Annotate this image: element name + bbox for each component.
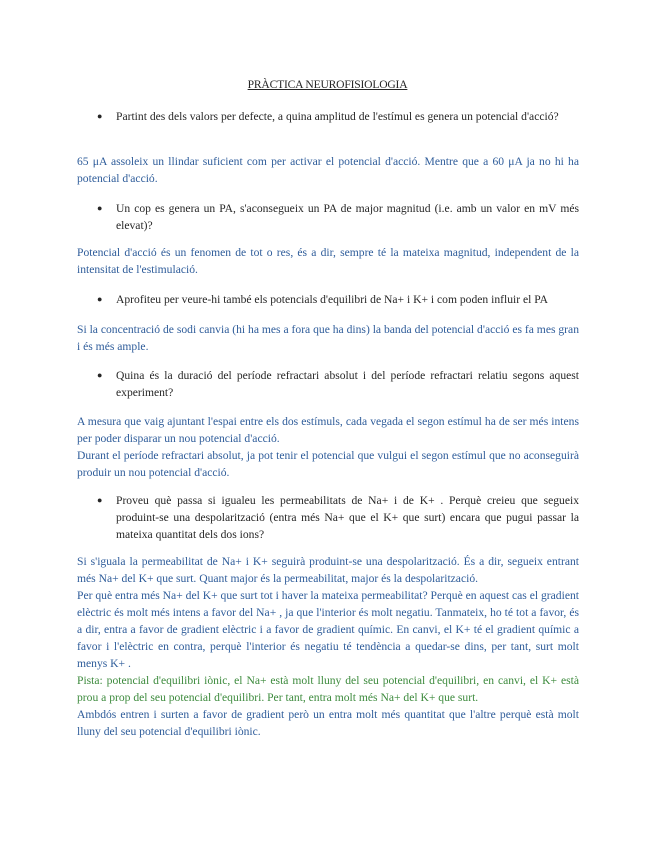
question-text: Aprofiteu per veure-hi també els potencials d'equilibri de Na+ i K+ i com poden influir el PA (116, 293, 549, 306)
bullet-icon: ● (97, 294, 103, 304)
question-3 (97, 291, 579, 308)
question-text: Un cop es genera un PA, s'aconsegueix un PA de major magnitud (i.e. amb un valor en mV més elevat)? (116, 202, 579, 232)
bullet-icon: ● (97, 111, 103, 121)
question-text: Proveu què passa si igualeu les permeabilitats de Na+ i de K+ . Perquè creieu que segueix produint-se una despolarització (entra més Na+ que el K+ que surt) encara que pugui passar la mateixa quantitat dels dos ions? (116, 494, 579, 541)
hint-paragraph: Pista: potencial d'equilibri iònic, el Na+ està molt lluny del seu potencial d'equilibri, en canvi, el K+ està prou a prop del seu potencial d'equilibri. Per tant, entra molt més Na+ del K+ que surt. (77, 674, 579, 704)
answer-paragraph: Per què entra més Na+ del K+ que surt tot i haver la mateixa permeabilitat? Perquè en aquest cas el gradient elèctric és molt més intens a favor del Na+ , ja que l'interior és molt negatiu. Tanmateix, ho té tot a favor, és a dir, entra a favor de gradient elèctric i a favor de gradient químic. En canvi, el K+ té el gradient químic a favor i l'elèctric en contra, perquè l'interior és negatiu té tendència a quedar-se dins, per tant, surt molt menys K+ . (77, 589, 579, 670)
question-text: Quina és la duració del període refractari absolut i del període refractari relatiu segons aquest experiment? (116, 369, 579, 399)
question-text: Partint des dels valors per defecte, a quina amplitud de l'estímul es genera un potencial d'acció? (116, 110, 559, 123)
answer-paragraph: Si la concentració de sodi canvia (hi ha mes a fora que ha dins) la banda del potencial d'acció es fa mes gran i és més ample. (77, 323, 579, 353)
answer-paragraph: Ambdós entren i surten a favor de gradient però un entra molt més quantitat que l'altre perquè està molt lluny del seu potencial d'equilibri iònic. (77, 708, 579, 738)
bullet-icon: ● (97, 370, 103, 380)
question-1 (97, 108, 579, 125)
answer-paragraph: 65 μA assoleix un llindar suficient com per activar el potencial d'acció. Mentre que a 60 μA ja no hi ha potencial d'acció. (77, 155, 579, 185)
page-title: PRÀCTICA NEUROFISIOLOGIA (247, 78, 408, 91)
answer-paragraph: Potencial d'acció és un fenomen de tot o res, és a dir, sempre té la mateixa magnitud, independent de la intensitat de l'estimulació. (77, 246, 579, 276)
answer-paragraph: Durant el període refractari absolut, ja pot tenir el potencial que vulgui el segon estímul que no aconseguirà produir un nou potencial d'acció. (77, 449, 579, 479)
answer-paragraph: A mesura que vaig ajuntant l'espai entre els dos estímuls, cada vegada el segon estímul ha de ser més intens per poder disparar un nou potencial d'acció. (77, 415, 579, 445)
answer-paragraph: Si s'iguala la permeabilitat de Na+ i K+ seguirà produint-se una despolarització. És a dir, segueix entrant més Na+ del K+ que surt. Quant major és la permeabilitat, major és la despolarització. (77, 555, 579, 585)
bullet-icon: ● (97, 495, 103, 505)
answer-4 (77, 413, 579, 481)
answer-1 (77, 153, 579, 187)
answer-3 (77, 321, 579, 355)
answer-5 (77, 553, 579, 740)
question-4 (97, 367, 579, 401)
question-5 (97, 492, 579, 543)
answer-2 (77, 244, 579, 278)
question-2 (97, 200, 579, 234)
bullet-icon: ● (97, 203, 103, 213)
